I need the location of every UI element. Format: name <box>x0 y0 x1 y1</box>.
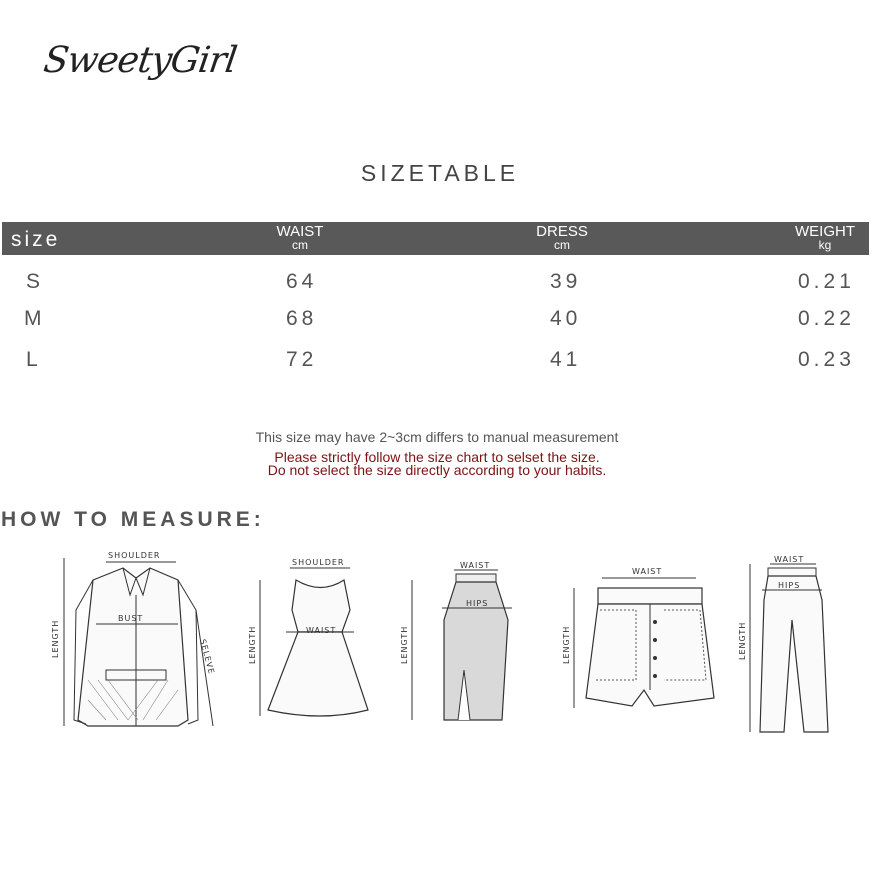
pants-measure-figure <box>732 540 842 745</box>
habit-warning: Do not select the size directly according to your habits. <box>267 462 607 478</box>
size-column-header: size <box>11 228 61 251</box>
dress-cell: 41 <box>550 348 582 371</box>
jacket-measure-figure <box>48 540 228 740</box>
dress-waist-label: WAIST <box>306 626 337 635</box>
dress-header-unit: cm <box>554 238 570 252</box>
size-cell: L <box>26 348 42 371</box>
dress-shoulder-label: SHOULDER <box>292 558 345 567</box>
waist-column-header <box>260 225 340 252</box>
skirt-hips-label: HIPS <box>466 599 489 608</box>
measurement-note: This size may have 2~3cm differs to manual measurement <box>255 429 619 445</box>
skirt-waist-label: WAIST <box>460 561 491 570</box>
dress-column-header <box>522 225 602 252</box>
dress-measure-figure <box>246 540 386 730</box>
page-title: SIZETABLE <box>360 160 520 186</box>
shorts-measure-figure <box>560 540 730 725</box>
weight-cell: 0.21 <box>798 270 855 293</box>
weight-header-unit: kg <box>818 238 832 252</box>
dress-length-label: LENGTH <box>248 625 257 664</box>
brand-logo: SweetyGirl <box>41 40 239 81</box>
shorts-waist-label: WAIST <box>632 567 663 576</box>
jacket-length-label: LENGTH <box>51 619 60 658</box>
skirt-length-label: LENGTH <box>400 625 409 664</box>
jacket-sleeve-label: SELEVE <box>198 638 217 676</box>
waist-cell: 72 <box>286 348 318 371</box>
weight-header-label: WEIGHT <box>795 223 855 240</box>
pants-length-label: LENGTH <box>738 621 747 660</box>
waist-header-unit: cm <box>292 238 308 252</box>
dress-cell: 40 <box>550 307 582 330</box>
size-cell: S <box>26 270 45 293</box>
waist-cell: 64 <box>286 270 318 293</box>
pants-hips-label: HIPS <box>778 581 801 590</box>
jacket-bust-label: BUST <box>118 614 144 623</box>
weight-cell: 0.23 <box>798 348 855 371</box>
size-cell: M <box>24 307 46 330</box>
waist-header-label: WAIST <box>276 223 324 240</box>
skirt-measure-figure <box>398 540 518 735</box>
pants-waist-label: WAIST <box>774 555 805 564</box>
waist-cell: 68 <box>286 307 318 330</box>
how-to-measure-heading: HOW TO MEASURE: <box>1 508 265 531</box>
weight-column-header <box>785 225 865 252</box>
size-chart-warning: Please strictly follow the size chart to selset the size. <box>274 449 600 465</box>
shorts-length-label: LENGTH <box>562 625 571 664</box>
dress-cell: 39 <box>550 270 582 293</box>
size-table-header <box>2 222 869 255</box>
jacket-shoulder-label: SHOULDER <box>108 551 161 560</box>
weight-cell: 0.22 <box>798 307 855 330</box>
dress-header-label: DRESS <box>536 223 588 240</box>
